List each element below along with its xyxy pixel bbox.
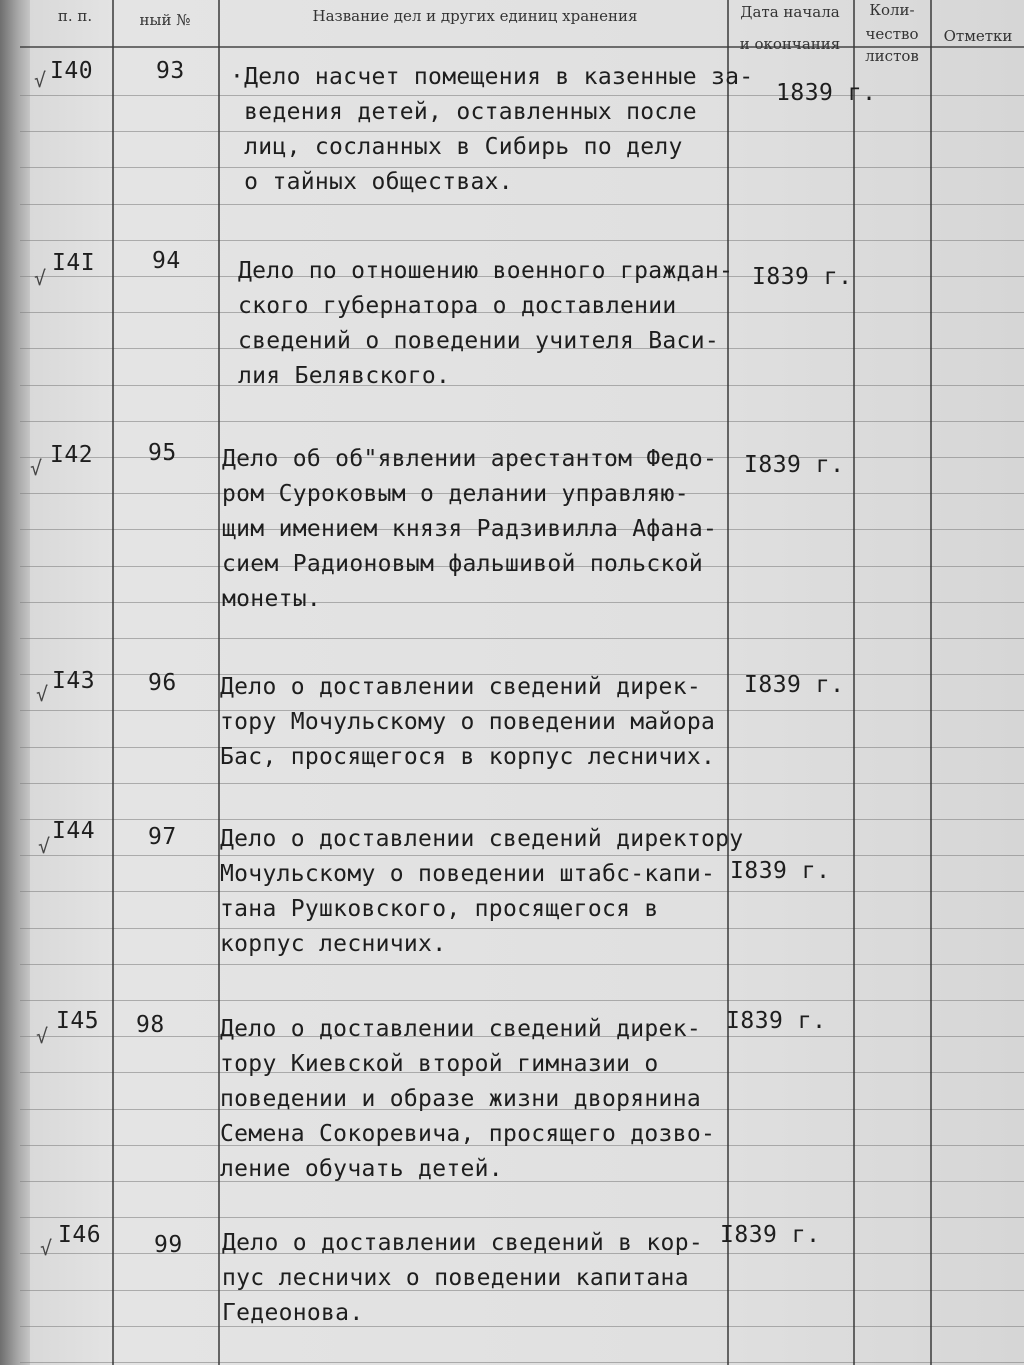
column-divider	[853, 0, 855, 1365]
inventory-number: 97	[148, 824, 177, 850]
record-description: Дело о доставлении сведений дирек- тору Киевской второй гимназии о поведении и образе жизни дворянина Семена Сокоревича, просящего дозво- ление обучать детей.	[220, 1016, 716, 1182]
record-date: I839 г.	[744, 452, 845, 478]
record-description: Дело по отношению военного граждан- ского губернатора о доставлении сведений о поведении учителя Васи- лия Белявского.	[238, 258, 734, 389]
inventory-number: 93	[156, 58, 185, 84]
rule-line	[20, 240, 1024, 241]
rule-line	[20, 421, 1024, 422]
header-date-2: и окончания	[739, 35, 841, 53]
rule-line	[20, 964, 1024, 965]
header-inventory: ный №	[139, 11, 191, 29]
check-mark-icon: √	[38, 834, 51, 858]
inventory-number: 96	[148, 670, 177, 696]
rule-line	[20, 1362, 1024, 1363]
record-date: I839 г.	[720, 1222, 821, 1248]
inventory-number: 95	[148, 440, 177, 466]
record-number: I44	[52, 818, 96, 844]
check-mark-icon: √	[36, 1024, 49, 1048]
rule-line	[20, 1217, 1024, 1218]
record-number: I43	[52, 668, 96, 694]
inventory-number: 99	[154, 1232, 183, 1258]
record-number: I42	[50, 442, 94, 468]
header-count-1: Коли-	[869, 1, 915, 19]
record-description: ·Дело насчет помещения в казенные за- ведения детей, оставленных после лиц, сосланных в Сибирь по делу о тайных обществах.	[230, 64, 754, 195]
record-date: I839 г.	[726, 1008, 827, 1034]
record-number: I45	[56, 1008, 100, 1034]
record-description: Дело о доставлении сведений дирек- тору Мочульскому о поведении майора Бас, просящегося в корпус лесничих.	[220, 674, 716, 770]
check-mark-icon: √	[30, 456, 43, 480]
rule-line	[20, 819, 1024, 820]
record-date: I839 г.	[744, 672, 845, 698]
header-notes: Отметки	[943, 27, 1013, 45]
record-description: Дело об об"явлении арестантом Федо- ром Суроковым о делании управляю- щим имением князя Радзивилла Афана- сием Радионовым фальшивой польской монеты.	[222, 446, 718, 612]
record-date: I839 г.	[730, 858, 831, 884]
record-date: 1839 г.	[776, 80, 877, 106]
header-count-2: чество	[865, 25, 919, 43]
rule-line	[20, 1000, 1024, 1001]
header-count-3: листов	[865, 47, 919, 65]
inventory-number: 94	[152, 248, 181, 274]
rule-line	[20, 783, 1024, 784]
record-number: I46	[58, 1222, 102, 1248]
check-mark-icon: √	[34, 68, 47, 92]
rule-line	[20, 638, 1024, 639]
header-date-1: Дата начала	[740, 3, 840, 21]
record-number: I40	[50, 58, 94, 84]
record-description: Дело о доставлении сведений в кор- пус лесничих о поведении капитана Гедеонова.	[222, 1230, 704, 1326]
rule-line	[20, 204, 1024, 205]
header-num: п. п.	[57, 7, 93, 25]
record-number: I4I	[52, 250, 96, 276]
check-mark-icon: √	[40, 1236, 53, 1260]
column-divider	[727, 0, 729, 1365]
check-mark-icon: √	[34, 266, 47, 290]
inventory-number: 98	[136, 1012, 165, 1038]
record-date: I839 г.	[752, 264, 853, 290]
column-divider	[112, 0, 114, 1365]
column-divider	[930, 0, 932, 1365]
record-description: Дело о доставлении сведений директору Мочульскому о поведении штабс-капи- тана Рушковского, просящегося в корпус лесничих.	[220, 826, 744, 957]
check-mark-icon: √	[36, 682, 49, 706]
header-title: Название дел и других единиц хранения	[312, 7, 638, 25]
